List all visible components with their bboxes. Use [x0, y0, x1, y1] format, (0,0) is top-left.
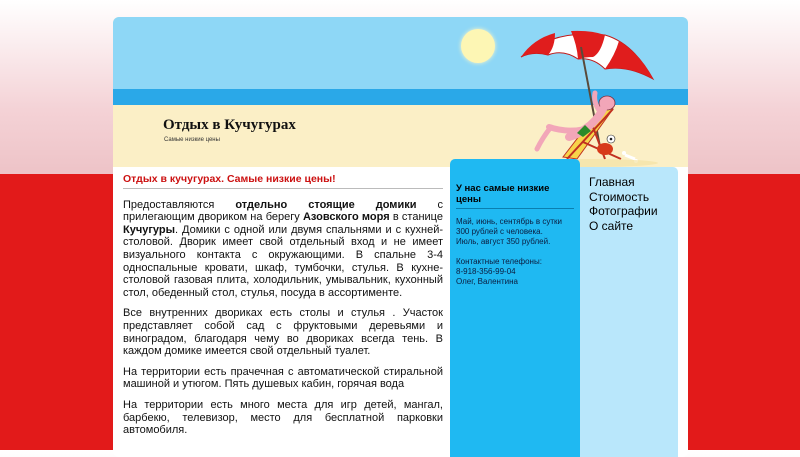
beach-umbrella-illustration [493, 17, 688, 167]
site-title: Отдых в Кучугурах [163, 117, 296, 133]
main-article [123, 173, 443, 457]
article-paragraph-4: На территории есть много места для игр детей, мангал, барбекю, телевизор, место для бесплатной парковки автомобиля. [123, 398, 443, 437]
nav-item-prices[interactable]: Стоимость [589, 189, 650, 204]
content-area [113, 167, 688, 457]
nav-item-about[interactable]: О сайте [589, 218, 634, 233]
p1-bold-village: Кучугуры [123, 223, 176, 236]
price-sidebar [450, 159, 580, 457]
p1-bold-houses: отдельно стоящие домики [235, 198, 417, 211]
sun-icon [461, 29, 495, 63]
site-tagline: Самые низкие цены [164, 137, 220, 143]
p1-text-4: . Домики с одной или двумя спальнями и с кухней-столовой. Дворик имеет свой отдельный вход и не имеет визуального контакта с окружающими. В спальне 3-4 односпальные кровати, шкаф, тумбочки, стулья. В кухне-столовой газовая плита, холодильник, умывальник, кухонный стол, обеденный стол, стулья, посуда в ассортименте. [123, 223, 443, 299]
nav-item-home[interactable]: Главная [589, 175, 635, 189]
contact-phone: 8-918-356-99-04 [456, 267, 516, 276]
p1-text-2: с прилегающим двориком на берегу [123, 198, 443, 224]
p1-bold-sea: Азовского моря [302, 211, 390, 224]
header-banner [113, 17, 688, 167]
nav-item-photos[interactable]: Фотографии [589, 204, 658, 218]
article-paragraph-1 [123, 199, 443, 300]
p1-text-3: в станице [389, 211, 443, 224]
spacer [456, 247, 574, 257]
sidebar-info [456, 217, 574, 287]
p1-text-1: Предоставляются [123, 198, 236, 211]
price-line-3: Июль, август 350 рублей. [456, 237, 551, 246]
nav-list [589, 175, 678, 233]
nav-menu [580, 167, 678, 457]
dog-icon [597, 135, 615, 155]
sidebar-heading: У нас самые низкие цены [456, 183, 574, 209]
price-line-1: Май, июнь, сентябрь в сутки [456, 217, 563, 226]
page-container [113, 17, 688, 457]
contacts-label: Контактные телефоны: [456, 257, 542, 266]
price-line-2: 300 рублей с человека. [456, 227, 543, 236]
article-paragraph-2: Все внутренних двориках есть столы и стулья . Участок представляет собой сад с фруктовыми деревьями и виноградом, благодаря чему во двориках всегда тень. В каждом домике имеется свой отдельный туалет. [123, 307, 443, 358]
article-heading: Отдых в кучугурах. Самые низкие цены! [123, 173, 443, 189]
article-paragraph-3: На территории есть прачечная с автоматической стиральной машиной и утюгом. Пять душевых кабин, горячая вода [123, 365, 443, 391]
contact-names: Олег, Валентина [456, 277, 518, 286]
